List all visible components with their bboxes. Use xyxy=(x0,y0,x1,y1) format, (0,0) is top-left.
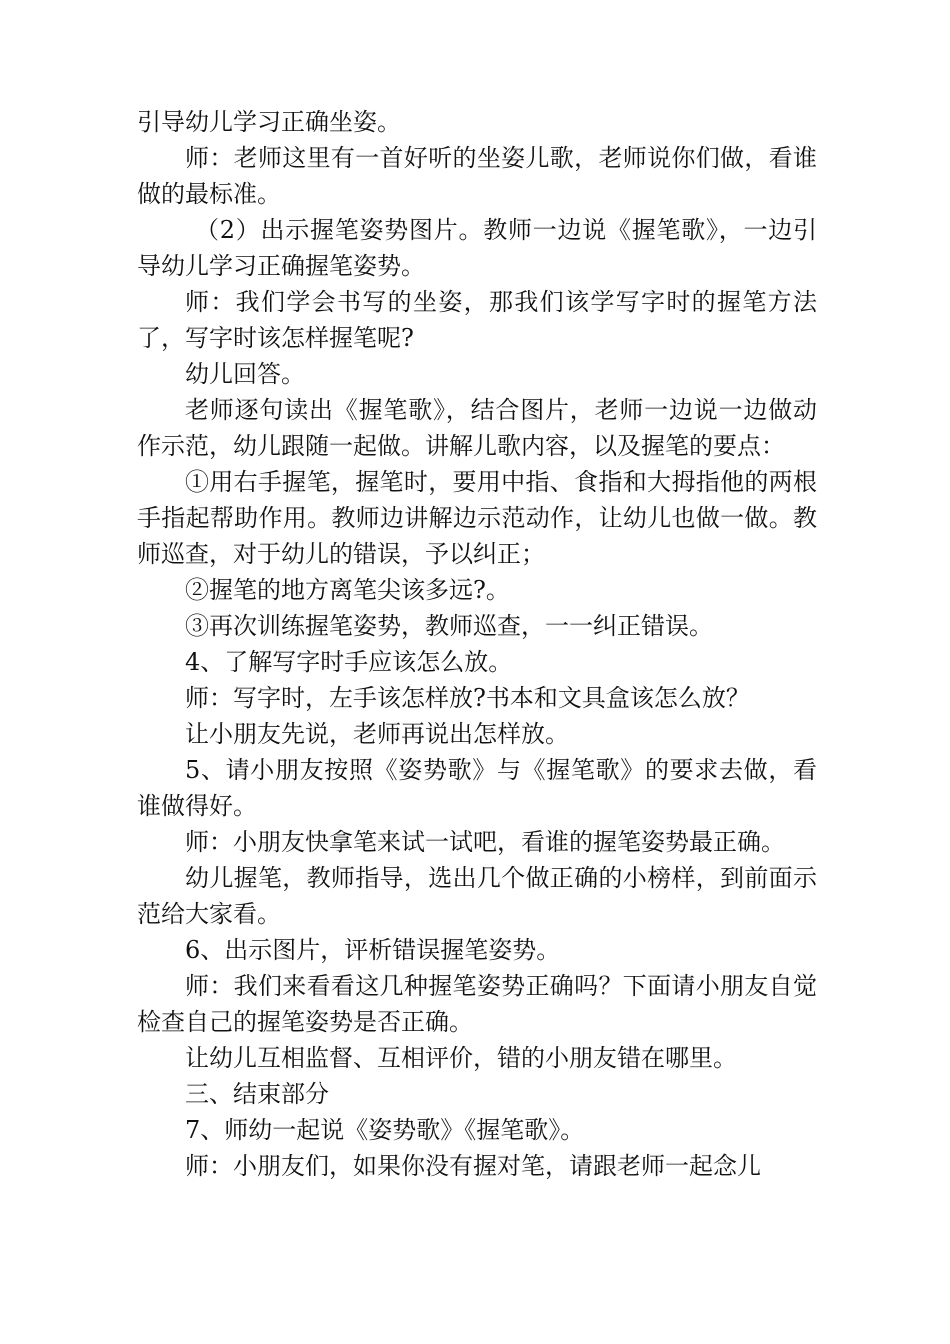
paragraph-21: 师：小朋友们，如果你没有握对笔，请跟老师一起念儿 xyxy=(185,1152,761,1180)
paragraph-16: 6、出示图片，评析错误握笔姿势。 xyxy=(185,936,561,964)
paragraph-15: 幼儿握笔，教师指导，选出几个做正确的小榜样，到前面示范给大家看。 xyxy=(137,864,817,928)
paragraph-14: 师：小朋友快拿笔来试一试吧，看谁的握笔姿势最正确。 xyxy=(185,828,785,856)
paragraph-1: 引导幼儿学习正确坐姿。 xyxy=(137,108,401,136)
paragraph-4: 师：我们学会书写的坐姿，那我们该学写字时的握笔方法了，写字时该怎样握笔呢? xyxy=(137,288,817,352)
paragraph-18: 让幼儿互相监督、互相评价，错的小朋友错在哪里。 xyxy=(185,1044,737,1072)
section-heading-end: 三、结束部分 xyxy=(185,1080,329,1108)
paragraph-2: 师：老师这里有一首好听的坐姿儿歌，老师说你们做，看谁做的最标准。 xyxy=(137,144,817,208)
paragraph-11: 师：写字时，左手该怎样放?书本和文具盒该怎么放？ xyxy=(185,684,750,712)
paragraph-10: 4、了解写字时手应该怎么放。 xyxy=(185,648,513,676)
paragraph-5: 幼儿回答。 xyxy=(185,360,305,388)
paragraph-6: 老师逐句读出《握笔歌》，结合图片，老师一边说一边做动作示范，幼儿跟随一起做。讲解儿歌内容，以及握笔的要点： xyxy=(137,396,817,460)
paragraph-9: ③再次训练握笔姿势，教师巡查，一一纠正错误。 xyxy=(185,612,713,640)
paragraph-12: 让小朋友先说，老师再说出怎样放。 xyxy=(185,720,569,748)
paragraph-8: ②握笔的地方离笔尖该多远?。 xyxy=(185,576,510,604)
paragraph-20: 7、师幼一起说《姿势歌》《握笔歌》。 xyxy=(185,1116,585,1144)
paragraph-7: ①用右手握笔，握笔时，要用中指、食指和大拇指他的两根手指起帮助作用。教师边讲解边示范动作，让幼儿也做一做。教师巡查，对于幼儿的错误，予以纠正； xyxy=(137,468,817,568)
document-page xyxy=(137,104,817,1184)
paragraph-17: 师：我们来看看这几种握笔姿势正确吗？下面请小朋友自觉检查自己的握笔姿势是否正确。 xyxy=(137,972,817,1036)
paragraph-13: 5、请小朋友按照《姿势歌》与《握笔歌》的要求去做，看谁做得好。 xyxy=(137,756,817,820)
paragraph-3: （2）出示握笔姿势图片。教师一边说《握笔歌》，一边引导幼儿学习正确握笔姿势。 xyxy=(137,216,817,280)
